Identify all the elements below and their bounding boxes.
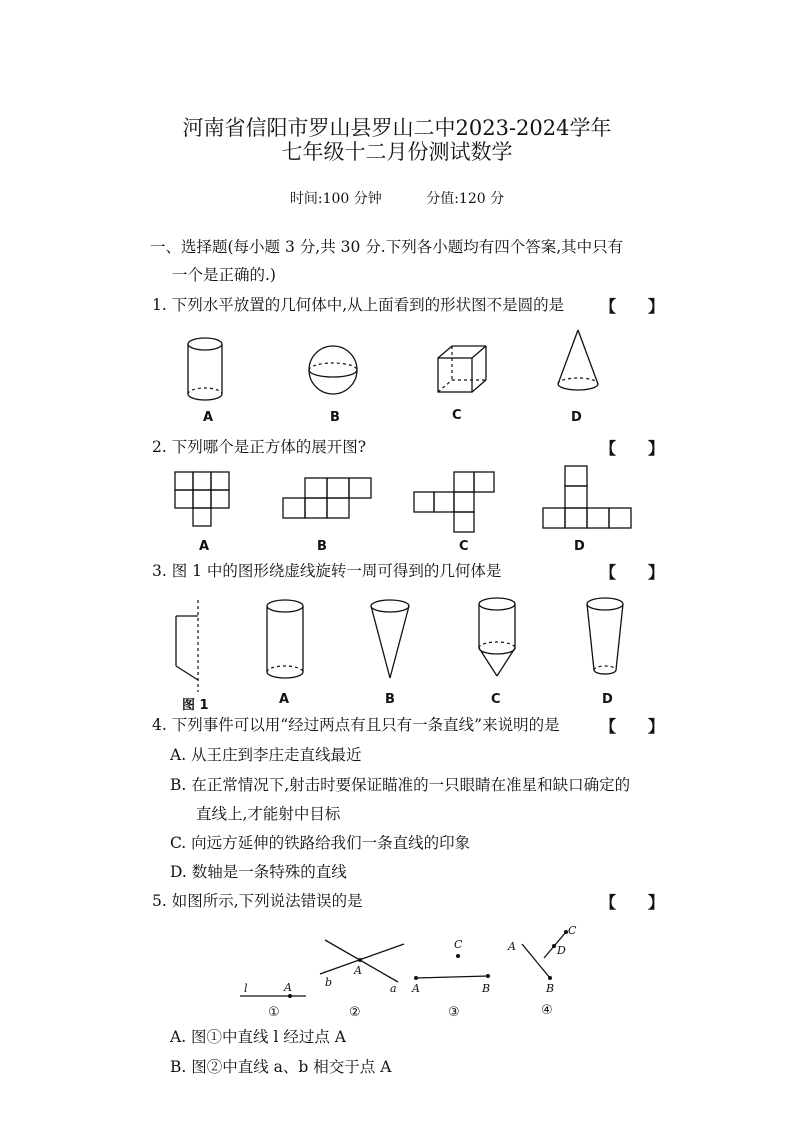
fig1-line-l [240, 981, 306, 998]
fig4-rays [507, 924, 577, 995]
question-5-figures [0, 920, 794, 1024]
svg-text:a: a [390, 982, 397, 995]
svg-text:B: B [546, 982, 555, 995]
q3-label-a: A [279, 692, 290, 707]
svg-text:A: A [284, 981, 292, 994]
section-heading-cont: 一个是正确的.) [172, 266, 276, 284]
exam-title-line1: 河南省信阳市罗山县罗山二中2023-2024学年 [182, 116, 612, 140]
exam-meta [0, 188, 794, 208]
cylinder-figure [188, 338, 222, 400]
question-5-option-b[interactable]: B. 图②中直线 a、b 相交于点 A [170, 1058, 392, 1076]
fig2-intersecting-lines [320, 940, 404, 995]
net-a [175, 472, 229, 526]
svg-text:A: A [354, 964, 362, 977]
q3-label-c: C [491, 692, 501, 707]
svg-text:b: b [325, 976, 333, 989]
question-5-answer-bracket[interactable]: 【 】 [600, 893, 665, 912]
question-3-answer-bracket[interactable]: 【 】 [600, 563, 665, 582]
svg-text:l: l [244, 982, 248, 995]
question-2-answer-bracket[interactable]: 【 】 [600, 439, 665, 458]
fig-label-3: ③ [448, 1005, 460, 1020]
sphere-figure [309, 346, 357, 394]
q1-label-b: B [330, 410, 340, 425]
net-d [543, 466, 631, 528]
question-4-option-b[interactable]: B. 在正常情况下,射击时要保证瞄准的一只眼睛在准星和缺口确定的 [170, 776, 631, 794]
question-5-option-a[interactable]: A. 图①中直线 l 经过点 A [170, 1028, 346, 1046]
question-5-text: 5. 如图所示,下列说法错误的是 [152, 892, 363, 910]
frustum-figure [587, 598, 623, 674]
question-2-nets [0, 460, 794, 540]
fig-label-1: ① [268, 1005, 280, 1020]
question-4-option-b-cont: 直线上,才能射中目标 [196, 805, 341, 823]
time-limit: 时间:100 分钟 [289, 191, 382, 207]
exam-title-line2: 七年级十二月份测试数学 [281, 140, 513, 164]
fig-label-4: ④ [541, 1003, 553, 1018]
net-c [414, 472, 494, 532]
question-4-option-a[interactable]: A. 从王庄到李庄走直线最近 [170, 746, 362, 764]
question-1-figures [0, 330, 794, 430]
figure-1-label: 图 1 [182, 698, 209, 713]
cone-figure [558, 330, 598, 390]
question-4-text: 4. 下列事件可以用“经过两点有且只有一条直线”来说明的是 [152, 716, 560, 734]
question-3-figures [0, 596, 794, 696]
svg-text:A: A [412, 982, 420, 995]
question-3-text: 3. 图 1 中的图形绕虚线旋转一周可得到的几何体是 [152, 562, 502, 580]
q1-label-a: A [203, 410, 214, 425]
section-heading: 一、选择题(每小题 3 分,共 30 分.下列各小题均有四个答案,其中只有 [150, 238, 624, 256]
q1-label-c: C [452, 408, 462, 423]
svg-text:C: C [568, 924, 577, 937]
svg-text:C: C [454, 938, 463, 951]
q2-label-b: B [317, 539, 327, 554]
fig-label-2: ② [349, 1005, 361, 1020]
q3-label-d: D [602, 692, 613, 707]
cylinder-figure [267, 600, 303, 678]
fig3-segment-and-point [411, 938, 490, 995]
cube-figure [438, 346, 486, 392]
svg-text:A: A [508, 940, 516, 953]
question-2-text: 2. 下列哪个是正方体的展开图? [152, 438, 367, 456]
question-1-answer-bracket[interactable]: 【 】 [600, 297, 665, 316]
q1-label-d: D [571, 410, 582, 425]
q2-label-d: D [574, 539, 585, 554]
q2-label-a: A [199, 539, 210, 554]
net-b [283, 478, 371, 518]
figure-1-shape [176, 600, 198, 692]
question-4-option-c[interactable]: C. 向远方延伸的铁路给我们一条直线的印象 [170, 834, 471, 852]
cylinder-cone-figure [479, 598, 515, 676]
inverted-cone-figure [371, 600, 409, 678]
svg-text:D: D [557, 944, 566, 957]
question-1-text: 1. 下列水平放置的几何体中,从上面看到的形状图不是圆的是 [152, 296, 565, 314]
q3-label-b: B [385, 692, 395, 707]
svg-text:B: B [482, 982, 491, 995]
question-4-option-d[interactable]: D. 数轴是一条特殊的直线 [170, 863, 347, 881]
q2-label-c: C [459, 539, 469, 554]
total-score: 分值:120 分 [426, 191, 505, 207]
question-4-answer-bracket[interactable]: 【 】 [600, 717, 665, 736]
